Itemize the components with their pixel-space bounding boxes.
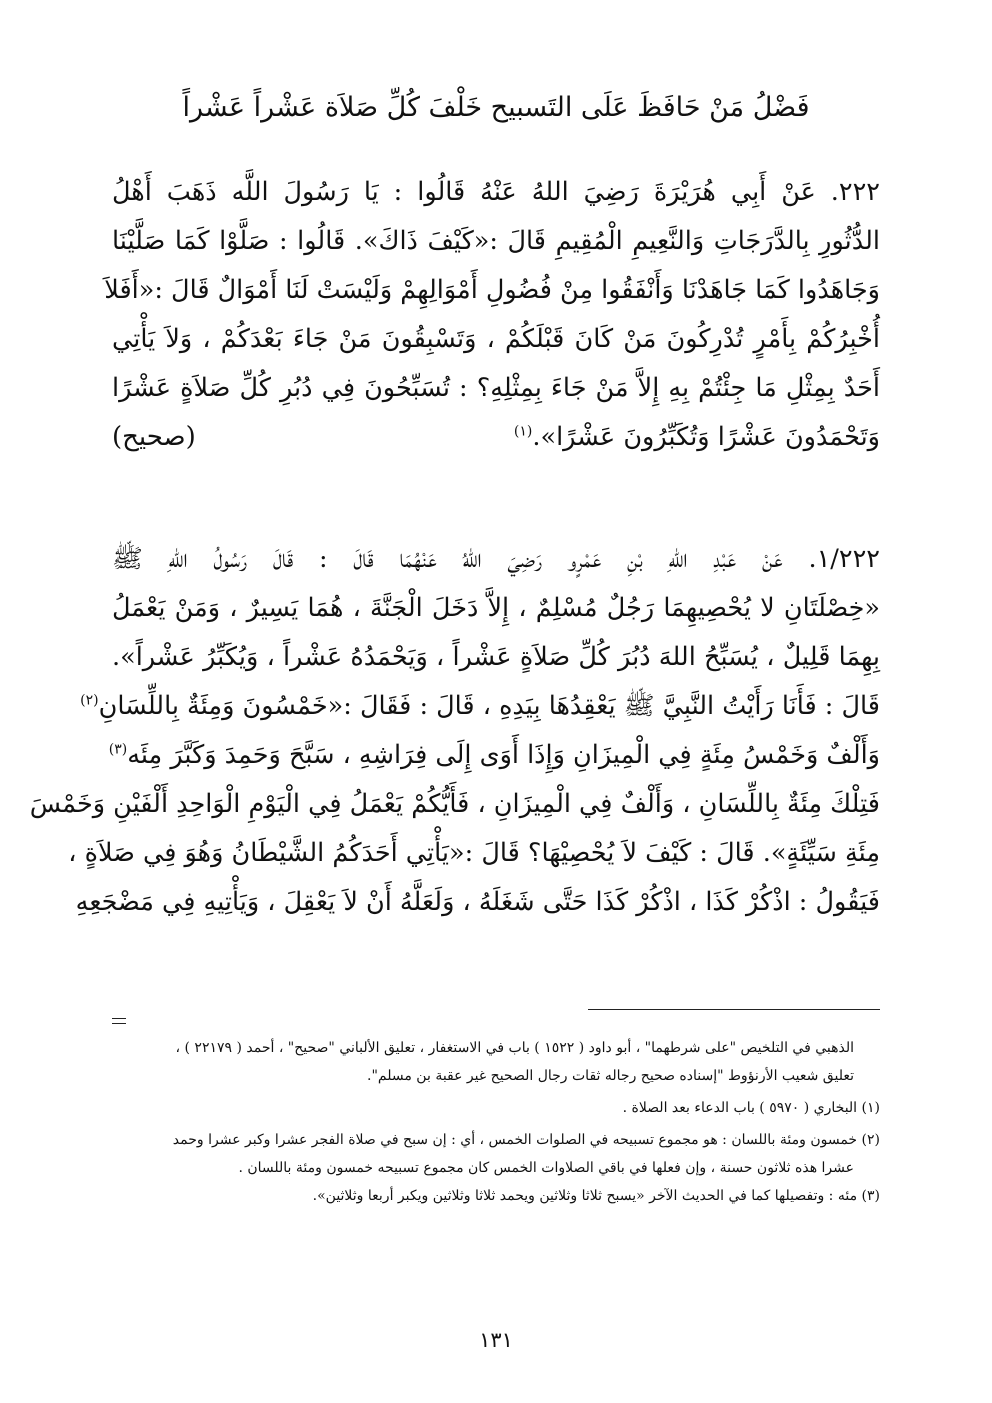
hadith-222-1-line-1: ١/٢٢٢. عَنْ عَبْدِ اللهِ بْنِ عَمْرٍو رَضِيَ اللهُ عَنْهُمَا قَالَ : قَالَ رَسُولُ اللهِ ﷺ bbox=[112, 544, 880, 574]
hadith-222-1-line-6: فَتِلْكَ مِئَةٌ بِاللِّسَانِ ، وَأَلْفٌ فِي الْمِيزَانِ ، فَأَيُّكُمْ يَعْمَلُ فِي الْيَوْمِ الْوَاحِدِ أَلْفَيْنِ وَخَمْسَ bbox=[29, 789, 880, 819]
hadith-222-1-line-4-text: قَالَ : فَأَنَا رَأَيْتُ النَّبِيَّ ﷺ يَعْقِدُهَا بِيَدِهِ ، قَالَ : فَقَالَ :«خَمْسُونَ وَمِئَةٌ بِاللِّسَانِ bbox=[98, 691, 880, 721]
footnote-continued-line-2: تعليق شعيب الأرنؤوط "إسناده صحيح رجاله ثقات رجال الصحيح غير عقبة بن مسلم". bbox=[367, 1068, 854, 1084]
footnote-3: (٣) مئه : وتفصيلها كما في الحديث الآخر «يسبح ثلاثا وثلاثين ويحمد ثلاثا وثلاثين ويكبر أربعا وثلاثين». bbox=[312, 1188, 880, 1204]
hadith-222-1-line-5 bbox=[108, 731, 880, 780]
footnote-continued-line-1: الذهبي في التلخيص "على شرطهما" ، أبو داود ( ١٥٢٢ ) باب في الاستغفار ، تعليق الألباني "صحيح" ، أحمد ( ٢٢١٧٩ ) ، bbox=[175, 1040, 854, 1056]
hadith-222-1-line-4 bbox=[80, 682, 880, 731]
hadith-grade: (صحيح) bbox=[112, 422, 196, 452]
hadith-222-1-line-5-text: وَأَلْفٌ وَخَمْسُ مِئَةٍ فِي الْمِيزَانِ وَإِذَا أَوَى إِلَى فِرَاشِهِ ، سَبَّحَ وَحَمِدَ وَكَبَّرَ مِئَه bbox=[127, 740, 880, 770]
footnote-separator bbox=[588, 1009, 880, 1010]
footnote-2: (٢) خمسون ومئة باللسان : هو مجموع تسبيحه في الصلوات الخمس ، أي : إن سبح في صلاة الفجر عشرا وكبر عشرا وحمد bbox=[172, 1132, 880, 1148]
hadith-222-final-text: وَتَحْمَدُونَ عَشْرًا وَتُكَبِّرُونَ عَشْرًا». bbox=[532, 422, 880, 452]
footnote-ref-1[interactable]: (١) bbox=[513, 423, 533, 440]
chapter-title: فَضْلُ مَنْ حَافَظَ عَلَى التَسبيح خَلْفَ كُلِّ صَلاَة عَشْراً عَشْراً bbox=[182, 92, 810, 123]
hadith-222-1-line-2: «خِصْلَتَانِ لا يُحْصِيهِمَا رَجُلٌ مُسْلِمٌ ، إِلاَّ دَخَلَ الْجَنَّةَ ، هُمَا يَسِيرٌ ، وَمَنْ يَعْمَلُ bbox=[112, 593, 880, 623]
hadith-222-line-2: الدُّثُورِ بِالدَّرَجَاتِ وَالنَّعِيمِ الْمُقِيمِ قَالَ :«كَيْفَ ذَاكَ». قَالُوا : صَلَّوْا كَمَا صَلَّيْنَا bbox=[112, 226, 880, 256]
footnotes bbox=[112, 1034, 880, 1210]
footnote-ref-2[interactable]: (٢) bbox=[80, 692, 99, 709]
hadith-222-1 bbox=[29, 535, 880, 927]
hadith-222-1-line-3: بِهِمَا قَلِيلٌ ، يُسَبِّحُ اللهَ دُبُرَ كُلِّ صَلاَةٍ عَشْراً ، وَيَحْمَدُهُ عَشْراً ، وَيُكَبِّرُ عَشْراً». bbox=[112, 642, 880, 672]
hadith-222-line-6 bbox=[112, 413, 880, 462]
footnote-2-continued: عشرا هذه ثلاثون حسنة ، وإن فعلها في باقي الصلاوات الخمس كان مجموع تسبيحه خمسون ومئة باللسان . bbox=[238, 1160, 854, 1176]
footnote-1: (١) البخاري ( ٥٩٧٠ ) باب الدعاء بعد الصلاة . bbox=[622, 1100, 880, 1116]
page-number: ١٣١ bbox=[479, 1328, 513, 1352]
hadith-222-line-4: أُخْبِرُكُمْ بِأَمْرٍ تُدْرِكُونَ مَنْ كَانَ قَبْلَكُمْ ، وَتَسْبِقُونَ مَنْ جَاءَ بَعْدَكُمْ ، وَلاَ يَأْتِي bbox=[112, 324, 880, 354]
hadith-222 bbox=[104, 168, 880, 462]
footnote-ref-3[interactable]: (٣) bbox=[108, 741, 128, 758]
hadith-222-1-line-7: مِئَةِ سَيِّئَةٍ». قَالَ : كَيْفَ لاَ يُحْصِيْهَا؟ قَالَ :«يَأْتِي أَحَدَكُمُ الشَّيْطَانُ وَهُوَ فِي صَلاَةٍ ، bbox=[68, 838, 880, 868]
hadith-222-line-3: وَجَاهَدُوا كَمَا جَاهَدْنَا وَأَنْفَقُوا مِنْ فُضُولِ أَمْوَالِهِمْ وَلَيْسَتْ لَنَا أَمْوَالٌ قَالَ :«أَفَلاَ bbox=[104, 275, 880, 305]
hadith-222-line-1: ٢٢٢. عَنْ أَبِي هُرَيْرَةَ رَضِيَ اللهُ عَنْهُ قَالُوا : يَا رَسُولَ اللَّه ذَهَبَ أَهْلُ bbox=[112, 177, 880, 207]
footnote-continuation-mark bbox=[112, 1018, 126, 1028]
hadith-222-1-line-8: فَيَقُولُ : اذْكُرْ كَذَا ، اذْكُرْ كَذَا حَتَّى شَغَلَهُ ، وَلَعَلَّهُ أَنْ لاَ يَعْقِلَ ، وَيَأْتِيهِ فِي مَضْجَعِهِ bbox=[75, 887, 880, 917]
hadith-222-line-5: أَحَدٌ بِمِثْلِ مَا جِئْتُمْ بِهِ إِلاَّ مَنْ جَاءَ بِمِثْلِهِ؟ : تُسَبِّحُونَ فِي دُبُرِ كُلِّ صَلاَةٍ عَشْرًا bbox=[112, 373, 880, 403]
